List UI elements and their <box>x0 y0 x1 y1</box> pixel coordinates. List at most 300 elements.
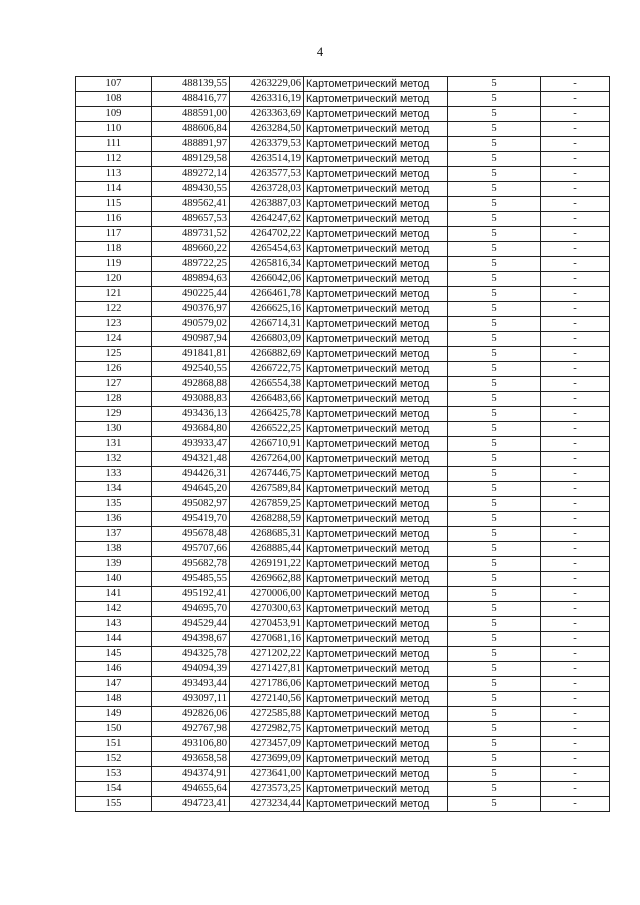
y-coordinate-cell: 4263284,50 <box>230 122 304 137</box>
point-number-cell: 143 <box>76 617 152 632</box>
y-coordinate-cell: 4266803,09 <box>230 332 304 347</box>
accuracy-cell: 5 <box>448 377 541 392</box>
table-row <box>76 197 610 212</box>
table-row <box>76 677 610 692</box>
accuracy-cell: 5 <box>448 797 541 812</box>
method-cell: Картометрический метод <box>304 197 448 212</box>
table-row <box>76 632 610 647</box>
note-cell: - <box>541 152 610 167</box>
point-number-cell: 136 <box>76 512 152 527</box>
note-cell: - <box>541 287 610 302</box>
method-cell: Картометрический метод <box>304 92 448 107</box>
y-coordinate-cell: 4266722,75 <box>230 362 304 377</box>
note-cell: - <box>541 377 610 392</box>
point-number-cell: 120 <box>76 272 152 287</box>
table-row <box>76 152 610 167</box>
point-number-cell: 110 <box>76 122 152 137</box>
accuracy-cell: 5 <box>448 152 541 167</box>
y-coordinate-cell: 4271202,22 <box>230 647 304 662</box>
y-coordinate-cell: 4273234,44 <box>230 797 304 812</box>
point-number-cell: 127 <box>76 377 152 392</box>
table-row <box>76 122 610 137</box>
method-cell: Картометрический метод <box>304 122 448 137</box>
accuracy-cell: 5 <box>448 407 541 422</box>
x-coordinate-cell: 492540,55 <box>152 362 230 377</box>
table-row <box>76 647 610 662</box>
method-cell: Картометрический метод <box>304 422 448 437</box>
table-row <box>76 92 610 107</box>
x-coordinate-cell: 489562,41 <box>152 197 230 212</box>
x-coordinate-cell: 494529,44 <box>152 617 230 632</box>
point-number-cell: 149 <box>76 707 152 722</box>
note-cell: - <box>541 422 610 437</box>
x-coordinate-cell: 488891,97 <box>152 137 230 152</box>
accuracy-cell: 5 <box>448 467 541 482</box>
note-cell: - <box>541 692 610 707</box>
point-number-cell: 139 <box>76 557 152 572</box>
y-coordinate-cell: 4272140,56 <box>230 692 304 707</box>
point-number-cell: 137 <box>76 527 152 542</box>
note-cell: - <box>541 272 610 287</box>
point-number-cell: 124 <box>76 332 152 347</box>
accuracy-cell: 5 <box>448 677 541 692</box>
table-row <box>76 662 610 677</box>
note-cell: - <box>541 77 610 92</box>
method-cell: Картометрический метод <box>304 512 448 527</box>
note-cell: - <box>541 167 610 182</box>
point-number-cell: 154 <box>76 782 152 797</box>
x-coordinate-cell: 494645,20 <box>152 482 230 497</box>
note-cell: - <box>541 137 610 152</box>
y-coordinate-cell: 4270681,16 <box>230 632 304 647</box>
table-row <box>76 227 610 242</box>
accuracy-cell: 5 <box>448 437 541 452</box>
note-cell: - <box>541 182 610 197</box>
table-row <box>76 77 610 92</box>
x-coordinate-cell: 493097,11 <box>152 692 230 707</box>
method-cell: Картометрический метод <box>304 392 448 407</box>
y-coordinate-cell: 4267589,84 <box>230 482 304 497</box>
point-number-cell: 108 <box>76 92 152 107</box>
note-cell: - <box>541 602 610 617</box>
x-coordinate-cell: 490579,02 <box>152 317 230 332</box>
note-cell: - <box>541 362 610 377</box>
point-number-cell: 119 <box>76 257 152 272</box>
accuracy-cell: 5 <box>448 362 541 377</box>
note-cell: - <box>541 242 610 257</box>
table-row <box>76 587 610 602</box>
accuracy-cell: 5 <box>448 302 541 317</box>
page-number: 4 <box>316 45 324 59</box>
accuracy-cell: 5 <box>448 392 541 407</box>
accuracy-cell: 5 <box>448 227 541 242</box>
x-coordinate-cell: 493088,83 <box>152 392 230 407</box>
x-coordinate-cell: 494398,67 <box>152 632 230 647</box>
note-cell: - <box>541 452 610 467</box>
x-coordinate-cell: 495707,66 <box>152 542 230 557</box>
x-coordinate-cell: 494374,91 <box>152 767 230 782</box>
table-row <box>76 107 610 122</box>
accuracy-cell: 5 <box>448 452 541 467</box>
method-cell: Картометрический метод <box>304 212 448 227</box>
point-number-cell: 113 <box>76 167 152 182</box>
point-number-cell: 152 <box>76 752 152 767</box>
method-cell: Картометрический метод <box>304 287 448 302</box>
x-coordinate-cell: 488591,00 <box>152 107 230 122</box>
note-cell: - <box>541 707 610 722</box>
note-cell: - <box>541 542 610 557</box>
table-row <box>76 422 610 437</box>
accuracy-cell: 5 <box>448 497 541 512</box>
accuracy-cell: 5 <box>448 662 541 677</box>
note-cell: - <box>541 662 610 677</box>
method-cell: Картометрический метод <box>304 227 448 242</box>
point-number-cell: 122 <box>76 302 152 317</box>
x-coordinate-cell: 489660,22 <box>152 242 230 257</box>
table-row <box>76 347 610 362</box>
y-coordinate-cell: 4273641,00 <box>230 767 304 782</box>
table-row <box>76 407 610 422</box>
accuracy-cell: 5 <box>448 317 541 332</box>
point-number-cell: 111 <box>76 137 152 152</box>
note-cell: - <box>541 257 610 272</box>
method-cell: Картометрический метод <box>304 437 448 452</box>
x-coordinate-cell: 495192,41 <box>152 587 230 602</box>
y-coordinate-cell: 4266882,69 <box>230 347 304 362</box>
table-row <box>76 392 610 407</box>
y-coordinate-cell: 4266625,16 <box>230 302 304 317</box>
note-cell: - <box>541 197 610 212</box>
x-coordinate-cell: 493933,47 <box>152 437 230 452</box>
point-number-cell: 141 <box>76 587 152 602</box>
x-coordinate-cell: 489731,52 <box>152 227 230 242</box>
x-coordinate-cell: 495678,48 <box>152 527 230 542</box>
y-coordinate-cell: 4266042,06 <box>230 272 304 287</box>
note-cell: - <box>541 107 610 122</box>
y-coordinate-cell: 4271786,06 <box>230 677 304 692</box>
table-row <box>76 257 610 272</box>
point-number-cell: 134 <box>76 482 152 497</box>
accuracy-cell: 5 <box>448 92 541 107</box>
note-cell: - <box>541 632 610 647</box>
y-coordinate-cell: 4265454,63 <box>230 242 304 257</box>
note-cell: - <box>541 437 610 452</box>
method-cell: Картометрический метод <box>304 332 448 347</box>
table-row <box>76 497 610 512</box>
y-coordinate-cell: 4266714,31 <box>230 317 304 332</box>
note-cell: - <box>541 227 610 242</box>
point-number-cell: 151 <box>76 737 152 752</box>
table-row <box>76 242 610 257</box>
table-row <box>76 797 610 812</box>
y-coordinate-cell: 4264702,22 <box>230 227 304 242</box>
x-coordinate-cell: 489894,63 <box>152 272 230 287</box>
point-number-cell: 131 <box>76 437 152 452</box>
table-row <box>76 527 610 542</box>
accuracy-cell: 5 <box>448 737 541 752</box>
point-number-cell: 123 <box>76 317 152 332</box>
point-number-cell: 153 <box>76 767 152 782</box>
method-cell: Картометрический метод <box>304 182 448 197</box>
point-number-cell: 148 <box>76 692 152 707</box>
accuracy-cell: 5 <box>448 242 541 257</box>
note-cell: - <box>541 617 610 632</box>
x-coordinate-cell: 492826,06 <box>152 707 230 722</box>
method-cell: Картометрический метод <box>304 167 448 182</box>
note-cell: - <box>541 332 610 347</box>
point-number-cell: 150 <box>76 722 152 737</box>
y-coordinate-cell: 4266522,25 <box>230 422 304 437</box>
point-number-cell: 155 <box>76 797 152 812</box>
point-number-cell: 116 <box>76 212 152 227</box>
note-cell: - <box>541 647 610 662</box>
x-coordinate-cell: 493436,13 <box>152 407 230 422</box>
coordinates-table-body <box>76 77 610 812</box>
method-cell: Картометрический метод <box>304 557 448 572</box>
x-coordinate-cell: 488416,77 <box>152 92 230 107</box>
method-cell: Картометрический метод <box>304 482 448 497</box>
y-coordinate-cell: 4273457,09 <box>230 737 304 752</box>
x-coordinate-cell: 495485,55 <box>152 572 230 587</box>
accuracy-cell: 5 <box>448 257 541 272</box>
table-row <box>76 692 610 707</box>
point-number-cell: 130 <box>76 422 152 437</box>
accuracy-cell: 5 <box>448 542 541 557</box>
x-coordinate-cell: 494426,31 <box>152 467 230 482</box>
method-cell: Картометрический метод <box>304 662 448 677</box>
y-coordinate-cell: 4263577,53 <box>230 167 304 182</box>
accuracy-cell: 5 <box>448 752 541 767</box>
point-number-cell: 132 <box>76 452 152 467</box>
accuracy-cell: 5 <box>448 182 541 197</box>
x-coordinate-cell: 489657,53 <box>152 212 230 227</box>
y-coordinate-cell: 4266554,38 <box>230 377 304 392</box>
x-coordinate-cell: 493106,80 <box>152 737 230 752</box>
accuracy-cell: 5 <box>448 197 541 212</box>
accuracy-cell: 5 <box>448 587 541 602</box>
method-cell: Картометрический метод <box>304 602 448 617</box>
method-cell: Картометрический метод <box>304 377 448 392</box>
method-cell: Картометрический метод <box>304 467 448 482</box>
note-cell: - <box>541 737 610 752</box>
x-coordinate-cell: 494094,39 <box>152 662 230 677</box>
method-cell: Картометрический метод <box>304 707 448 722</box>
x-coordinate-cell: 495082,97 <box>152 497 230 512</box>
table-row <box>76 482 610 497</box>
method-cell: Картометрический метод <box>304 317 448 332</box>
note-cell: - <box>541 392 610 407</box>
point-number-cell: 146 <box>76 662 152 677</box>
y-coordinate-cell: 4263379,53 <box>230 137 304 152</box>
point-number-cell: 142 <box>76 602 152 617</box>
point-number-cell: 135 <box>76 497 152 512</box>
point-number-cell: 112 <box>76 152 152 167</box>
note-cell: - <box>541 122 610 137</box>
note-cell: - <box>541 527 610 542</box>
method-cell: Картометрический метод <box>304 137 448 152</box>
point-number-cell: 129 <box>76 407 152 422</box>
x-coordinate-cell: 494695,70 <box>152 602 230 617</box>
x-coordinate-cell: 494325,78 <box>152 647 230 662</box>
accuracy-cell: 5 <box>448 572 541 587</box>
table-row <box>76 302 610 317</box>
note-cell: - <box>541 722 610 737</box>
x-coordinate-cell: 495419,70 <box>152 512 230 527</box>
point-number-cell: 128 <box>76 392 152 407</box>
y-coordinate-cell: 4271427,81 <box>230 662 304 677</box>
accuracy-cell: 5 <box>448 692 541 707</box>
x-coordinate-cell: 488606,84 <box>152 122 230 137</box>
table-row <box>76 602 610 617</box>
accuracy-cell: 5 <box>448 527 541 542</box>
method-cell: Картометрический метод <box>304 347 448 362</box>
table-row <box>76 737 610 752</box>
note-cell: - <box>541 767 610 782</box>
x-coordinate-cell: 489430,55 <box>152 182 230 197</box>
accuracy-cell: 5 <box>448 332 541 347</box>
point-number-cell: 117 <box>76 227 152 242</box>
method-cell: Картометрический метод <box>304 617 448 632</box>
method-cell: Картометрический метод <box>304 737 448 752</box>
accuracy-cell: 5 <box>448 707 541 722</box>
x-coordinate-cell: 491841,81 <box>152 347 230 362</box>
accuracy-cell: 5 <box>448 557 541 572</box>
method-cell: Картометрический метод <box>304 452 448 467</box>
point-number-cell: 133 <box>76 467 152 482</box>
point-number-cell: 126 <box>76 362 152 377</box>
point-number-cell: 147 <box>76 677 152 692</box>
point-number-cell: 118 <box>76 242 152 257</box>
point-number-cell: 125 <box>76 347 152 362</box>
y-coordinate-cell: 4267859,25 <box>230 497 304 512</box>
note-cell: - <box>541 752 610 767</box>
table-row <box>76 752 610 767</box>
method-cell: Картометрический метод <box>304 782 448 797</box>
table-row <box>76 137 610 152</box>
method-cell: Картометрический метод <box>304 107 448 122</box>
y-coordinate-cell: 4267264,00 <box>230 452 304 467</box>
y-coordinate-cell: 4266483,66 <box>230 392 304 407</box>
accuracy-cell: 5 <box>448 287 541 302</box>
note-cell: - <box>541 797 610 812</box>
method-cell: Картометрический метод <box>304 407 448 422</box>
accuracy-cell: 5 <box>448 632 541 647</box>
accuracy-cell: 5 <box>448 167 541 182</box>
accuracy-cell: 5 <box>448 212 541 227</box>
note-cell: - <box>541 347 610 362</box>
y-coordinate-cell: 4263514,19 <box>230 152 304 167</box>
accuracy-cell: 5 <box>448 107 541 122</box>
y-coordinate-cell: 4266710,91 <box>230 437 304 452</box>
method-cell: Картометрический метод <box>304 497 448 512</box>
note-cell: - <box>541 782 610 797</box>
table-row <box>76 557 610 572</box>
y-coordinate-cell: 4267446,75 <box>230 467 304 482</box>
accuracy-cell: 5 <box>448 647 541 662</box>
point-number-cell: 109 <box>76 107 152 122</box>
accuracy-cell: 5 <box>448 512 541 527</box>
y-coordinate-cell: 4263728,03 <box>230 182 304 197</box>
y-coordinate-cell: 4263316,19 <box>230 92 304 107</box>
accuracy-cell: 5 <box>448 122 541 137</box>
method-cell: Картометрический метод <box>304 152 448 167</box>
y-coordinate-cell: 4263229,06 <box>230 77 304 92</box>
accuracy-cell: 5 <box>448 272 541 287</box>
x-coordinate-cell: 490376,97 <box>152 302 230 317</box>
point-number-cell: 115 <box>76 197 152 212</box>
accuracy-cell: 5 <box>448 482 541 497</box>
y-coordinate-cell: 4270006,00 <box>230 587 304 602</box>
y-coordinate-cell: 4266425,78 <box>230 407 304 422</box>
method-cell: Картометрический метод <box>304 722 448 737</box>
method-cell: Картометрический метод <box>304 692 448 707</box>
table-row <box>76 317 610 332</box>
x-coordinate-cell: 494723,41 <box>152 797 230 812</box>
method-cell: Картометрический метод <box>304 767 448 782</box>
x-coordinate-cell: 493684,80 <box>152 422 230 437</box>
point-number-cell: 140 <box>76 572 152 587</box>
table-row <box>76 332 610 347</box>
table-row <box>76 617 610 632</box>
method-cell: Картометрический метод <box>304 587 448 602</box>
table-row <box>76 287 610 302</box>
table-row <box>76 437 610 452</box>
y-coordinate-cell: 4269191,22 <box>230 557 304 572</box>
method-cell: Картометрический метод <box>304 272 448 287</box>
accuracy-cell: 5 <box>448 722 541 737</box>
accuracy-cell: 5 <box>448 137 541 152</box>
x-coordinate-cell: 492868,88 <box>152 377 230 392</box>
y-coordinate-cell: 4268885,44 <box>230 542 304 557</box>
table-row <box>76 362 610 377</box>
method-cell: Картометрический метод <box>304 797 448 812</box>
x-coordinate-cell: 495682,78 <box>152 557 230 572</box>
x-coordinate-cell: 489129,58 <box>152 152 230 167</box>
point-number-cell: 145 <box>76 647 152 662</box>
y-coordinate-cell: 4272982,75 <box>230 722 304 737</box>
x-coordinate-cell: 490987,94 <box>152 332 230 347</box>
point-number-cell: 144 <box>76 632 152 647</box>
table-row <box>76 182 610 197</box>
y-coordinate-cell: 4273699,09 <box>230 752 304 767</box>
table-row <box>76 272 610 287</box>
x-coordinate-cell: 489722,25 <box>152 257 230 272</box>
method-cell: Картометрический метод <box>304 527 448 542</box>
note-cell: - <box>541 92 610 107</box>
y-coordinate-cell: 4266461,78 <box>230 287 304 302</box>
coordinates-table <box>75 76 610 812</box>
table-row <box>76 722 610 737</box>
accuracy-cell: 5 <box>448 347 541 362</box>
x-coordinate-cell: 488139,55 <box>152 77 230 92</box>
table-row <box>76 212 610 227</box>
table-row <box>76 542 610 557</box>
note-cell: - <box>541 407 610 422</box>
x-coordinate-cell: 494321,48 <box>152 452 230 467</box>
table-row <box>76 467 610 482</box>
method-cell: Картометрический метод <box>304 242 448 257</box>
note-cell: - <box>541 557 610 572</box>
table-row <box>76 707 610 722</box>
method-cell: Картометрический метод <box>304 302 448 317</box>
point-number-cell: 138 <box>76 542 152 557</box>
table-row <box>76 782 610 797</box>
note-cell: - <box>541 587 610 602</box>
table-row <box>76 512 610 527</box>
y-coordinate-cell: 4263363,69 <box>230 107 304 122</box>
note-cell: - <box>541 467 610 482</box>
x-coordinate-cell: 493493,44 <box>152 677 230 692</box>
